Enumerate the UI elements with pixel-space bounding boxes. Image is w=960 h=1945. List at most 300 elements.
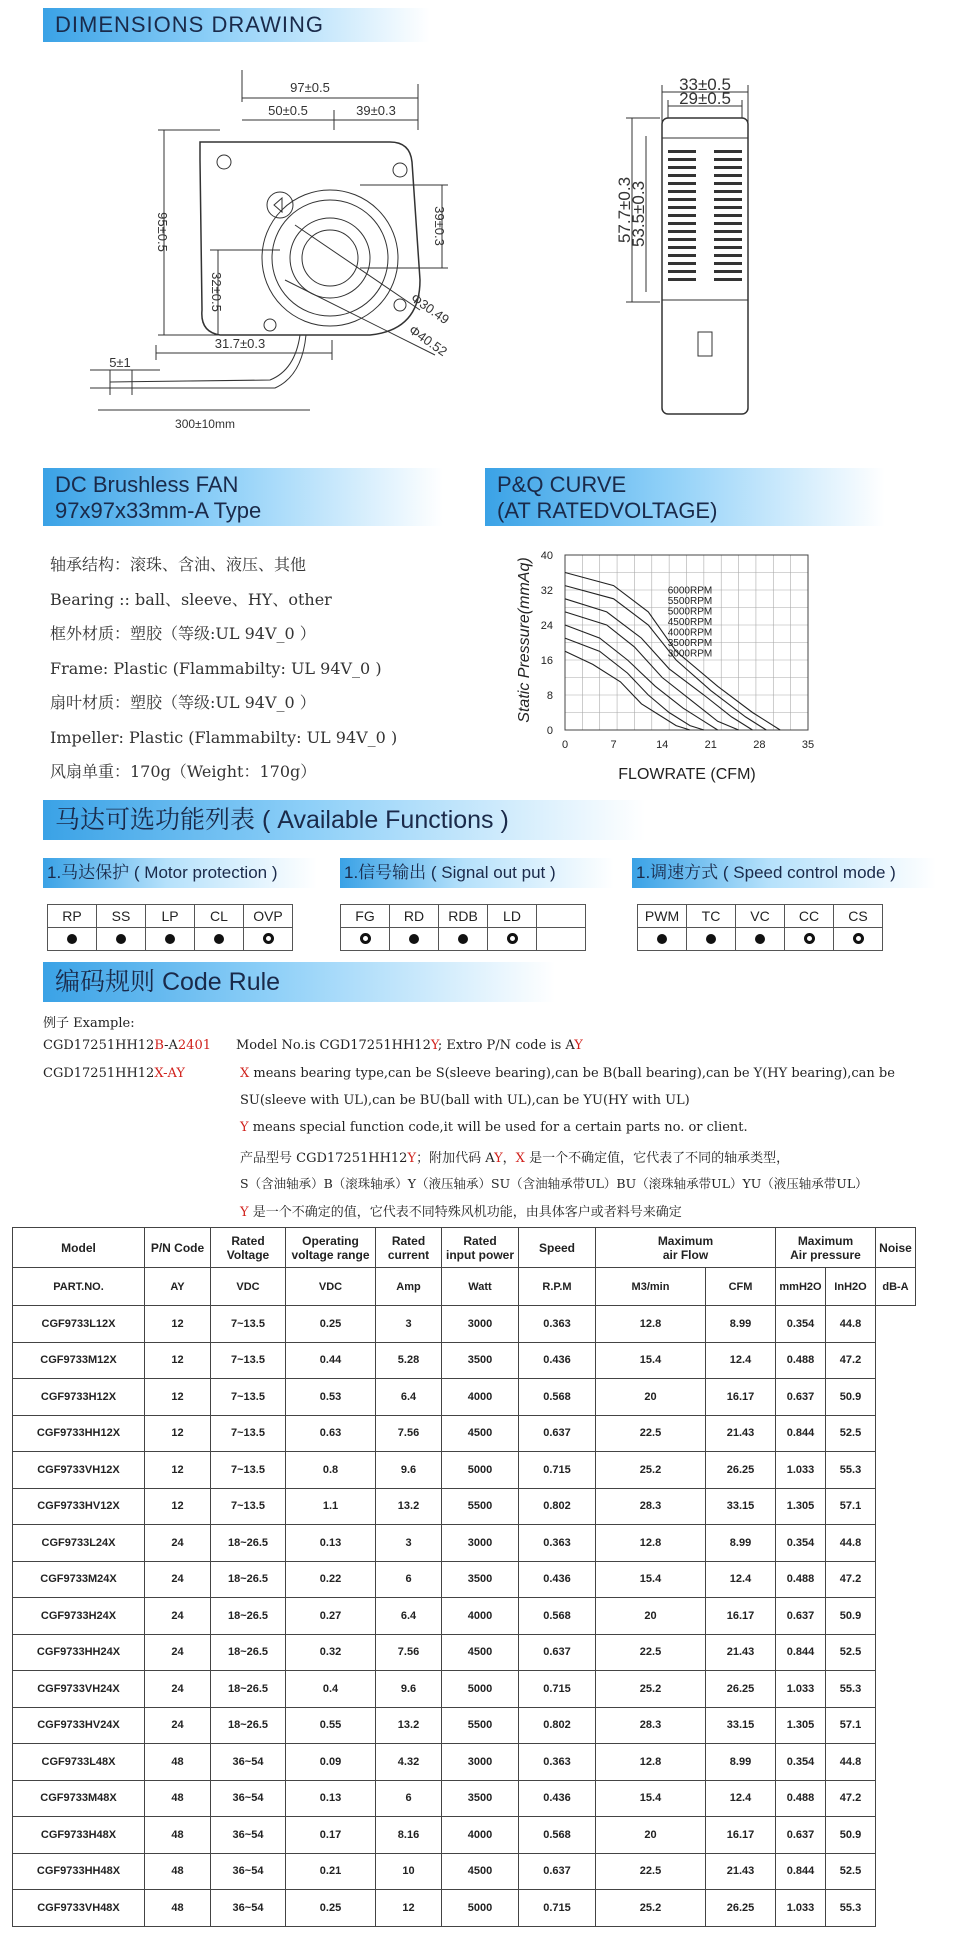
l4-c: ；附加代码 A [416,1151,495,1166]
table-cell: 0.13 [286,1525,376,1562]
table-cell: 0.363 [519,1306,596,1343]
front-view-drawing [70,70,453,440]
table-row [13,1780,916,1817]
table-cell: 44.8 [826,1525,876,1562]
ex2-base: CGD17251HH12 [43,1066,155,1081]
function-code [537,905,586,928]
table-cell: 0.09 [286,1744,376,1781]
speed-control-table [637,904,883,951]
table-cell: 20 [596,1379,706,1416]
table-subheader-cell: dB-A [876,1268,916,1306]
spec-list [50,548,397,790]
table-cell: 5000 [442,1671,519,1708]
functions-header: 马达可选功能列表 ( Available Functions ) [43,800,645,840]
l3-y: Y [240,1120,249,1135]
table-cell: 36~54 [211,1853,286,1890]
table-cell: 12.4 [706,1561,776,1598]
pq-chart [505,545,835,790]
table-cell: 0.53 [286,1379,376,1416]
y-tick-label: 40 [540,550,553,562]
table-cell: 0.844 [776,1853,826,1890]
table-cell: 48 [145,1780,211,1817]
table-cell: 0.55 [286,1707,376,1744]
table-cell: 0.488 [776,1780,826,1817]
table-cell: 8.99 [706,1306,776,1343]
table-cell: 57.1 [826,1707,876,1744]
table-cell: 50.9 [826,1817,876,1854]
table-cell: 20 [596,1817,706,1854]
table-cell: 0.715 [519,1452,596,1489]
filled-dot-icon [706,934,716,944]
table-cell: 12.4 [706,1342,776,1379]
table-cell: 36~54 [211,1890,286,1927]
table-row [13,1525,916,1562]
table-cell: 33.15 [706,1707,776,1744]
dim-57: 57.7±0.3 [615,176,634,244]
ex1-bearing: B [154,1038,165,1053]
dim-5: 5±1 [109,355,131,370]
table-header-cell: Speed [519,1228,596,1268]
table-cell: 0.32 [286,1634,376,1671]
table-cell: 12 [145,1415,211,1452]
table-cell: 26.25 [706,1671,776,1708]
function-code: RP [48,905,97,928]
ex2-special: Y [176,1066,185,1081]
function-mark-row [638,928,883,951]
table-cell: 12 [145,1488,211,1525]
function-code: CS [834,905,883,928]
table-cell: 26.25 [706,1890,776,1927]
chart-series-labels [668,586,712,660]
l6-text: 是一个不确定的值，它代表不同特殊风机功能，由具体客户或者料号来确定 [248,1205,682,1220]
pn-code-cell: AY [145,1268,211,1306]
series-label: 5000RPM [667,606,713,618]
table-row [13,1379,916,1416]
table-cell: 0.44 [286,1342,376,1379]
function-code: SS [97,905,146,928]
table-cell: 8.99 [706,1744,776,1781]
table-cell: 0.802 [519,1488,596,1525]
spec-line: Frame: Plastic (Flammabilty: UL 94V_0 ) [50,658,382,678]
table-cell: 18~26.5 [211,1707,286,1744]
table-row [13,1890,916,1927]
y-tick-label: 32 [540,585,553,597]
table-row [13,1817,916,1854]
table-cell: 28.3 [596,1488,706,1525]
table-cell: 0.436 [519,1780,596,1817]
table-cell: CGF9733H24X [13,1598,145,1635]
table-cell: CGF9733HH12X [13,1415,145,1452]
fan-type-header [43,468,443,526]
table-cell: 7~13.5 [211,1306,286,1343]
table-cell: 0.63 [286,1415,376,1452]
dim-phi30: Φ30.49 [408,290,453,328]
code-line-2: SU(sleeve with UL),can be BU(ball with UL),can be YU(HY with UL) [240,1093,690,1108]
table-cell: 0.363 [519,1525,596,1562]
filled-dot-icon [165,934,175,944]
table-cell: 15.4 [596,1561,706,1598]
model-spec-table [12,1227,916,1927]
table-cell: 15.4 [596,1780,706,1817]
table-row [13,1452,916,1489]
table-cell: 24 [145,1561,211,1598]
table-cell: 7.56 [376,1634,442,1671]
table-subheader-cell: VDC [286,1268,376,1306]
function-mark-row [48,928,293,951]
table-cell: CGF9733L48X [13,1744,145,1781]
open-dot-icon [360,933,371,944]
x-tick-label: 0 [561,739,569,751]
ex1-desc-d: Y [574,1038,583,1053]
example-code-2 [43,1066,185,1081]
table-cell: 7~13.5 [211,1379,286,1416]
table-cell: 12 [145,1306,211,1343]
table-cell: 5000 [442,1890,519,1927]
table-cell: 4000 [442,1817,519,1854]
side-view-drawing [615,70,790,440]
table-cell: 3500 [442,1780,519,1817]
table-cell: 0.436 [519,1342,596,1379]
spec-line: Impeller: Plastic (Flammabilty: UL 94V_0 ) [50,727,398,747]
table-cell: 22.5 [596,1853,706,1890]
table-cell: 1.033 [776,1890,826,1927]
table-row [13,1342,916,1379]
table-subheader-row [13,1268,916,1306]
spec-line: 风扇单重：170g（Weight：170g） [50,762,317,781]
table-cell: CGF9733VH12X [13,1452,145,1489]
table-cell: 52.5 [826,1415,876,1452]
open-dot-icon [804,933,815,944]
table-cell: 16.17 [706,1817,776,1854]
open-dot-icon [853,933,864,944]
table-cell: 3000 [442,1306,519,1343]
table-cell: 48 [145,1817,211,1854]
ex1-base: CGD17251HH12 [43,1038,155,1053]
table-cell: 0.4 [286,1671,376,1708]
signal-output-title: 1.信号输出 ( Signal out put ) [340,858,614,888]
function-mark [195,928,244,951]
table-cell: 24 [145,1525,211,1562]
table-cell: CGF9733L24X [13,1525,145,1562]
function-mark [638,928,687,951]
function-mark [341,928,390,951]
l1-text: means bearing type,can be S(sleeve bearing),can be B(ball bearing),can be Y(HY bearing),can be [249,1066,895,1081]
table-cell: CGF9733VH24X [13,1671,145,1708]
table-cell: 0.27 [286,1598,376,1635]
table-cell: 6.4 [376,1598,442,1635]
table-cell: 6 [376,1780,442,1817]
table-cell: 24 [145,1671,211,1708]
table-cell: 12 [145,1342,211,1379]
function-mark [736,928,785,951]
y-axis-label: Static Pressure(mmAq) [516,557,533,723]
table-row [13,1853,916,1890]
table-row [13,1488,916,1525]
spec-line: 框外材质：塑胶（等级:UL 94V_0 ） [50,624,316,643]
function-mark [785,928,834,951]
function-mark [97,928,146,951]
table-cell: 0.354 [776,1744,826,1781]
table-cell: 24 [145,1634,211,1671]
table-cell: CGF9733L12X [13,1306,145,1343]
table-cell: 22.5 [596,1634,706,1671]
table-header-cell: Maximum Air pressure [776,1228,876,1268]
x-axis-label: FLOWRATE (CFM) [618,766,756,783]
table-cell: CGF9733VH48X [13,1890,145,1927]
table-cell: 33.15 [706,1488,776,1525]
x-tick-label: 35 [801,739,815,751]
table-cell: 0.21 [286,1853,376,1890]
table-cell: 21.43 [706,1853,776,1890]
table-cell: 4500 [442,1853,519,1890]
table-cell: 12.8 [596,1525,706,1562]
table-header-cell: P/N Code [145,1228,211,1268]
table-cell: 21.43 [706,1634,776,1671]
table-cell: 16.17 [706,1598,776,1635]
table-cell: 16.17 [706,1379,776,1416]
table-cell: CGF9733M24X [13,1561,145,1598]
example-label: 例子 Example: [43,1016,135,1031]
table-cell: CGF9733H48X [13,1817,145,1854]
dim-39-right: 39±0.3 [432,206,447,246]
table-cell: 6 [376,1561,442,1598]
table-subheader-cell: Watt [442,1268,519,1306]
table-cell: 0.802 [519,1707,596,1744]
function-code-row [48,905,293,928]
table-cell: CGF9733M12X [13,1342,145,1379]
table-header-cell: Rated current [376,1228,442,1268]
table-cell: 36~54 [211,1744,286,1781]
table-cell: 6.4 [376,1379,442,1416]
table-cell: 9.6 [376,1452,442,1489]
dim-50: 50±0.5 [268,103,308,118]
filled-dot-icon [214,934,224,944]
dim-29: 29±0.5 [679,89,731,108]
table-cell: 24 [145,1598,211,1635]
series-label: 4000RPM [667,627,713,639]
l4-e: ， [502,1151,516,1166]
table-cell: 0.25 [286,1306,376,1343]
function-code: CC [785,905,834,928]
table-subheader-cell: mmH2O [776,1268,826,1306]
table-cell: 1.1 [286,1488,376,1525]
l4-g: 是一个不确定值，它代表了不同的轴承类型， [524,1151,790,1166]
table-row [13,1561,916,1598]
table-cell: 48 [145,1744,211,1781]
series-label: 6000RPM [667,585,713,597]
code-rule-header: 编码规则 Code Rule [43,962,555,1002]
table-cell: 18~26.5 [211,1561,286,1598]
table-row [13,1634,916,1671]
function-mark [834,928,883,951]
table-cell: 55.3 [826,1452,876,1489]
dim-33: 33±0.5 [679,75,731,94]
table-header-row [13,1228,916,1268]
table-subheader-cell: InH2O [826,1268,876,1306]
table-cell: 5500 [442,1707,519,1744]
table-cell: 3500 [442,1561,519,1598]
dim-97: 97±0.5 [290,80,330,95]
table-header-cell: Model [13,1228,145,1268]
function-code: RDB [439,905,488,928]
dim-95: 95±0.5 [155,212,170,252]
table-cell: 4.32 [376,1744,442,1781]
table-cell: 0.844 [776,1415,826,1452]
table-cell: 0.568 [519,1817,596,1854]
table-cell: 24 [145,1707,211,1744]
pq-curve-header [485,468,885,526]
table-cell: 22.5 [596,1415,706,1452]
function-code: CL [195,905,244,928]
table-row [13,1707,916,1744]
table-cell: CGF9733HV12X [13,1488,145,1525]
l3-text: means special function code,it will be used for a certain parts no. or client. [248,1120,748,1135]
table-cell: 7~13.5 [211,1488,286,1525]
series-label: 4500RPM [667,617,713,628]
table-cell: CGF9733HV24X [13,1707,145,1744]
table-cell: 12.4 [706,1780,776,1817]
x-tick-label: 14 [656,739,669,751]
series-line [565,651,690,730]
ex1-sep: -A [164,1038,178,1053]
table-cell: 0.488 [776,1342,826,1379]
dim-cable: 300±10mm [175,417,235,431]
series-label: 3500RPM [667,638,713,649]
table-cell: 0.715 [519,1890,596,1927]
ex1-special: 2401 [177,1038,211,1053]
table-cell: 18~26.5 [211,1525,286,1562]
table-cell: 1.305 [776,1488,826,1525]
table-subheader-cell: VDC [211,1268,286,1306]
ex2-sep: -A [163,1066,177,1081]
filled-dot-icon [409,934,419,944]
fan-type-line2: 97x97x33mm-A Type [55,498,262,523]
y-tick-labels [541,550,553,737]
table-cell: 5000 [442,1452,519,1489]
function-mark-row [341,928,586,951]
table-cell: 25.2 [596,1890,706,1927]
function-mark [244,928,293,951]
spec-line: Bearing :: ball、sleeve、HY、other [50,589,332,609]
ex1-desc-b: Y [430,1038,438,1053]
table-cell: 12.8 [596,1306,706,1343]
filled-dot-icon [67,934,77,944]
table-cell: 13.2 [376,1488,442,1525]
filled-dot-icon [755,934,765,944]
motor-protection-title: 1.马达保护 ( Motor protection ) [43,858,317,888]
table-cell: 15.4 [596,1342,706,1379]
spec-line: 扇叶材质：塑胶（等级:UL 94V_0 ） [50,693,316,712]
table-cell: 0.354 [776,1525,826,1562]
table-cell: 57.1 [826,1488,876,1525]
function-mark [390,928,439,951]
table-cell: 7~13.5 [211,1452,286,1489]
pq-line1: P&Q CURVE [497,472,627,497]
table-cell: 0.17 [286,1817,376,1854]
table-cell: 0.8 [286,1452,376,1489]
series-label: 5500RPM [667,596,713,607]
table-cell: 3500 [442,1342,519,1379]
table-cell: 4500 [442,1634,519,1671]
ex2-bearing: X [154,1066,164,1081]
function-code-row [638,905,883,928]
table-cell: CGF9733M48X [13,1780,145,1817]
table-cell: 12 [376,1890,442,1927]
dim-32: 32±0.5 [209,272,224,312]
table-subheader-cell: PART.NO. [13,1268,145,1306]
table-cell: 10 [376,1853,442,1890]
table-cell: 48 [145,1890,211,1927]
table-row [13,1306,916,1343]
fan-type-line1: DC Brushless FAN [55,472,239,497]
table-cell: 20 [596,1598,706,1635]
table-cell: CGF9733H12X [13,1379,145,1416]
table-subheader-cell: M3/min [596,1268,706,1306]
table-cell: 4000 [442,1598,519,1635]
dimensions-header: DIMENSIONS DRAWING [43,8,430,42]
function-mark [439,928,488,951]
table-subheader-cell: CFM [706,1268,776,1306]
table-cell: 25.2 [596,1671,706,1708]
table-cell: CGF9733HH24X [13,1634,145,1671]
table-cell: 0.13 [286,1780,376,1817]
l1-x: X [240,1066,250,1081]
table-cell: 0.715 [519,1671,596,1708]
table-cell: 7.56 [376,1415,442,1452]
l4-f: X [515,1151,525,1166]
l6-y: Y [240,1205,249,1220]
table-cell: 26.25 [706,1452,776,1489]
dim-phi40: Φ40.52 [406,322,451,360]
filled-dot-icon [657,934,667,944]
table-cell: 25.2 [596,1452,706,1489]
table-header-cell: Operating voltage range [286,1228,376,1268]
table-cell: 55.3 [826,1890,876,1927]
table-cell: 0.637 [776,1379,826,1416]
code-line-1 [240,1066,895,1081]
table-cell: 0.22 [286,1561,376,1598]
code-line-5: S（含油轴承）B（滚珠轴承）Y（液压轴承）SU（含油轴承带UL）BU（滚珠轴承带UL）YU（液压轴承带UL） [240,1176,868,1191]
table-cell: 47.2 [826,1780,876,1817]
table-cell: 1.033 [776,1671,826,1708]
function-mark [146,928,195,951]
speed-control-title: 1.调速方式 ( Speed control mode ) [632,858,936,888]
table-cell: 3000 [442,1744,519,1781]
function-mark [537,928,586,951]
table-cell: 0.637 [519,1415,596,1452]
function-code: LP [146,905,195,928]
table-cell: 3 [376,1525,442,1562]
function-code: FG [341,905,390,928]
code-line-6 [240,1201,682,1220]
table-cell: 18~26.5 [211,1634,286,1671]
open-dot-icon [263,933,274,944]
function-mark [488,928,537,951]
table-cell: 28.3 [596,1707,706,1744]
dim-39-top: 39±0.3 [356,103,396,118]
table-cell: 21.43 [706,1415,776,1452]
function-code: LD [488,905,537,928]
function-code: OVP [244,905,293,928]
dim-31: 31.7±0.3 [214,336,266,351]
l4-a: 产品型号 CGD17251HH12 [240,1151,408,1166]
y-tick-label: 24 [540,620,553,632]
table-cell: 3000 [442,1525,519,1562]
table-cell: 50.9 [826,1379,876,1416]
table-cell: 4500 [442,1415,519,1452]
table-cell: 44.8 [826,1744,876,1781]
table-cell: 0.436 [519,1561,596,1598]
